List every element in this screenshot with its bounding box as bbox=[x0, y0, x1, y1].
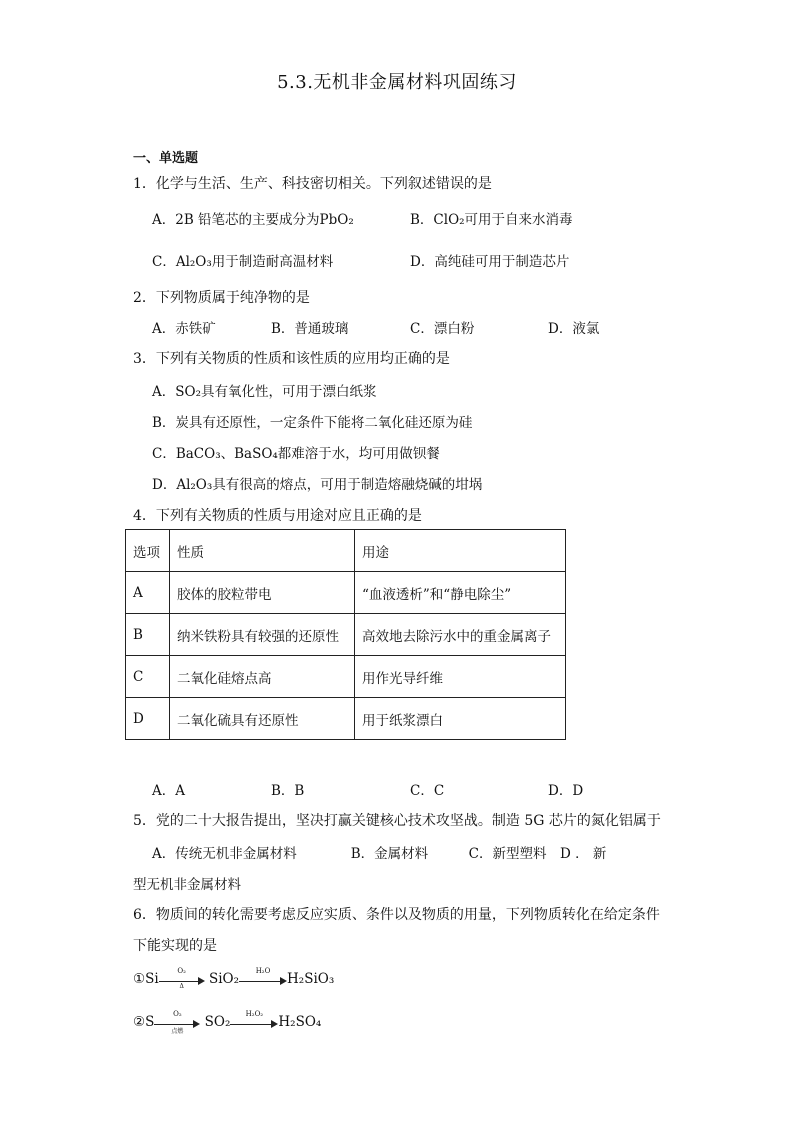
document-title: 5.3.无机非金属材料巩固练习 bbox=[277, 72, 517, 93]
table-header-row bbox=[126, 530, 566, 572]
question-2-option-b: B．普通玻璃 bbox=[271, 321, 349, 337]
reaction-2: ②S O₂ 点燃 SO₂ H₂O₂ H₂SO₄ bbox=[133, 1009, 322, 1035]
question-3-option-b: B．炭具有还原性，一定条件下能将二氧化硅还原为硅 bbox=[152, 415, 473, 431]
table-cell: C bbox=[126, 656, 170, 698]
question-4-option-c: C．C bbox=[410, 783, 445, 799]
reaction-arrow-icon: H₂O bbox=[239, 973, 287, 987]
reaction-arrow-icon: O₂ 点燃 bbox=[154, 1016, 200, 1030]
reaction-label: ① bbox=[133, 971, 146, 987]
table-cell: 二氧化硫具有还原性 bbox=[170, 698, 355, 740]
question-6-stem-continued: 下能实现的是 bbox=[133, 938, 217, 954]
reaction-arrow-icon: H₂O₂ bbox=[230, 1016, 278, 1030]
table-cell: 二氧化硅熔点高 bbox=[170, 656, 355, 698]
table-header-cell: 用途 bbox=[355, 530, 566, 572]
question-2-option-a: A．赤铁矿 bbox=[152, 321, 216, 337]
table-cell: 胶体的胶粒带电 bbox=[170, 572, 355, 614]
reaction-1: ①Si $\frac{\text{O₂}}{\Delta}$ SiO₂ H₂O H₂SiO₃ bbox=[133, 966, 335, 990]
table-cell: A bbox=[126, 572, 170, 614]
question-1-option-a: A．2B 铅笔芯的主要成分为PbO₂ bbox=[152, 212, 354, 228]
question-4-option-a: A．A bbox=[152, 783, 185, 799]
table-header-cell: 选项 bbox=[126, 530, 170, 572]
question-5-options: A．传统无机非金属材料 B．金属材料 C．新型塑料 D ． 新 bbox=[152, 846, 607, 862]
properties-uses-table bbox=[125, 529, 566, 740]
reaction-label: ② bbox=[133, 1014, 146, 1030]
question-3-option-c: C．BaCO₃、BaSO₄都难溶于水，均可用做钡餐 bbox=[152, 446, 440, 462]
reaction-arrow-icon: $\frac{\text{O₂}}{\Delta}$ bbox=[159, 973, 205, 987]
table-cell: B bbox=[126, 614, 170, 656]
question-1-stem: 1．化学与生活、生产、科技密切相关。下列叙述错误的是 bbox=[133, 176, 492, 192]
table-cell: “血液透析”和“静电除尘” bbox=[355, 572, 566, 614]
table-row bbox=[126, 656, 566, 698]
question-1-option-b: B．ClO₂可用于自来水消毒 bbox=[410, 212, 573, 228]
section-heading: 一、单选题 bbox=[133, 151, 199, 166]
question-2-stem: 2．下列物质属于纯净物的是 bbox=[133, 290, 310, 306]
table-cell: 用于纸浆漂白 bbox=[355, 698, 566, 740]
question-4-stem: 4．下列有关物质的性质与用途对应且正确的是 bbox=[133, 508, 422, 524]
question-5-stem: 5．党的二十大报告提出，坚决打赢关键核心技术攻坚战。制造 5G 芯片的氮化铝属于 bbox=[133, 813, 661, 829]
table-cell: D bbox=[126, 698, 170, 740]
table-cell: 纳米铁粉具有较强的还原性 bbox=[170, 614, 355, 656]
table-cell: 用作光导纤维 bbox=[355, 656, 566, 698]
table-cell: 高效地去除污水中的重金属离子 bbox=[355, 614, 566, 656]
table-header-cell: 性质 bbox=[170, 530, 355, 572]
question-1-option-c: C．Al₂O₃用于制造耐高温材料 bbox=[152, 254, 334, 270]
question-1-option-d: D．高纯硅可用于制造芯片 bbox=[410, 254, 570, 270]
question-2-option-c: C．漂白粉 bbox=[410, 321, 475, 337]
table-row bbox=[126, 572, 566, 614]
question-2-option-d: D．液氯 bbox=[548, 321, 600, 337]
question-6-stem: 6．物质间的转化需要考虑反应实质、条件以及物质的用量，下列物质转化在给定条件 bbox=[133, 907, 660, 923]
question-4-option-b: B．B bbox=[271, 783, 305, 799]
question-3-stem: 3．下列有关物质的性质和该性质的应用均正确的是 bbox=[133, 351, 450, 367]
table-row bbox=[126, 614, 566, 656]
question-3-option-a: A．SO₂具有氧化性，可用于漂白纸浆 bbox=[152, 384, 377, 400]
question-5-options-continued: 型无机非金属材料 bbox=[133, 877, 241, 893]
question-4-option-d: D．D bbox=[548, 783, 584, 799]
table-row bbox=[126, 698, 566, 740]
question-3-option-d: D．Al₂O₃具有很高的熔点，可用于制造熔融烧碱的坩埚 bbox=[152, 477, 483, 493]
